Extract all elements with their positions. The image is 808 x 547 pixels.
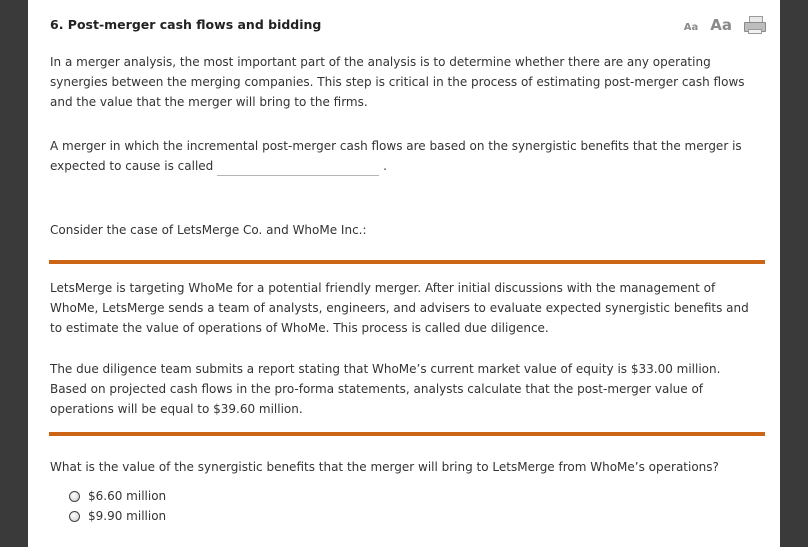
answer-option[interactable] xyxy=(69,489,166,503)
option-label: $9.90 million xyxy=(88,509,167,523)
intro-paragraph: In a merger analysis, the most important part of the analysis is to determine whether there are any operating synergies between the merging companies. This step is critical in the process of estimating post-merger cash flows and the value that the merger will bring to the firms. xyxy=(50,55,745,109)
fill-in-prefix: A merger in which the incremental post-merger cash flows are based on the synergistic benefits that the merger is expected to cause is called xyxy=(50,139,742,173)
printer-icon[interactable] xyxy=(744,16,766,33)
answer-option[interactable] xyxy=(69,509,166,523)
question-prompt: What is the value of the synergistic benefits that the merger will bring to LetsMerge from WhoMe’s operations? xyxy=(50,460,719,474)
fill-in-suffix: . xyxy=(383,159,387,173)
question-title: 6. Post-merger cash flows and bidding xyxy=(50,17,322,32)
radio-button[interactable] xyxy=(69,511,80,522)
radio-button[interactable] xyxy=(69,491,80,502)
case-paragraph-2: The due diligence team submits a report stating that WhoMe’s current market value of equity is $33.00 million. Based on projected cash flows in the pro-forma statements, analysts calculate that the post-merger value of operations will be equal to $39.60 million. xyxy=(50,362,721,416)
option-label: $6.60 million xyxy=(88,489,167,503)
decrease-text-size-button[interactable]: Aa xyxy=(683,22,699,33)
toolbar xyxy=(684,16,766,33)
divider-bottom xyxy=(49,432,765,436)
case-intro: Consider the case of LetsMerge Co. and WhoMe Inc.: xyxy=(50,223,367,237)
fill-in-sentence xyxy=(50,136,755,176)
case-paragraph-1: LetsMerge is targeting WhoMe for a potential friendly merger. After initial discussions with the management of WhoMe, LetsMerge sends a team of analysts, engineers, and advisers to evaluate expected synergistic benefits and to estimate the value of operations of WhoMe. This process is called due diligence. xyxy=(50,281,749,335)
increase-text-size-button[interactable]: Aa xyxy=(710,16,732,34)
divider-top xyxy=(49,260,765,264)
answer-blank-input[interactable] xyxy=(217,161,379,176)
question-panel xyxy=(28,0,780,547)
